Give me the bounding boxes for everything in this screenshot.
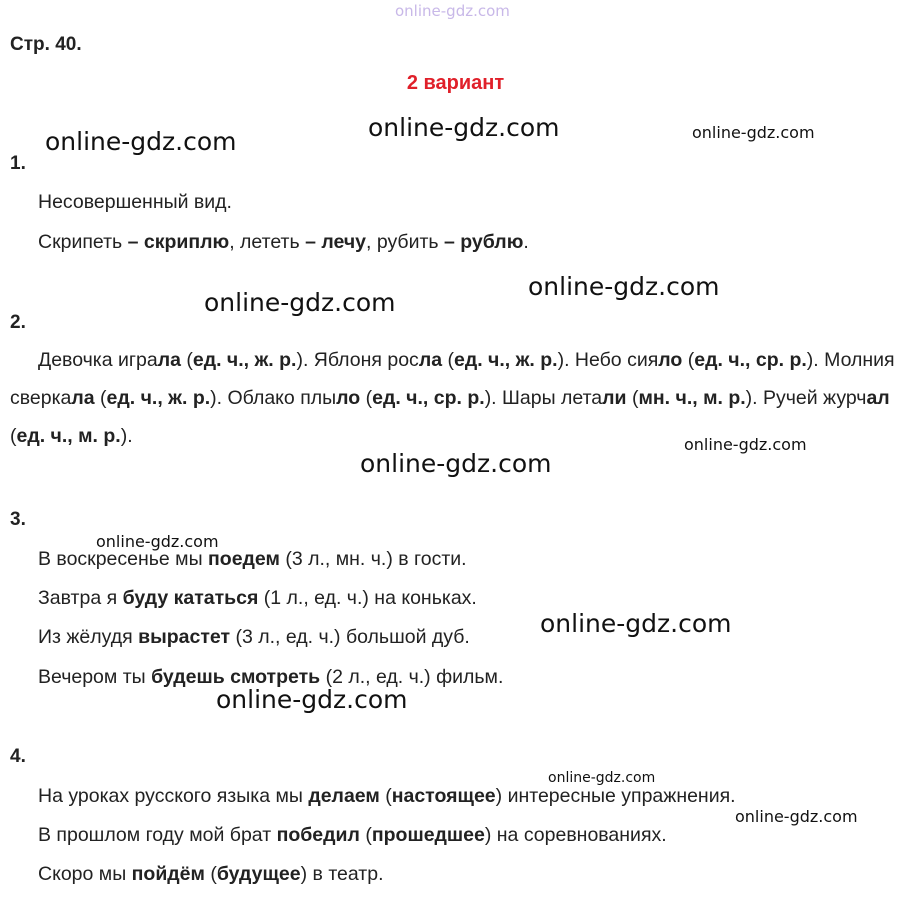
answer-highlight: – лечу xyxy=(305,231,366,253)
task-3-line-1: В воскресенье мы поедем (3 л., мн. ч.) в гости. xyxy=(38,548,467,570)
task-4-line-3: Скоро мы пойдём (будущее) в театр. xyxy=(38,863,384,885)
answer-highlight: – скриплю xyxy=(127,231,230,253)
watermark-top: online-gdz.com xyxy=(395,2,510,20)
answer-highlight: ла xyxy=(157,349,181,371)
answer-highlight: мн. ч., м. р. xyxy=(638,387,746,409)
task-2-number: 2. xyxy=(10,312,26,333)
answer-highlight: ед. ч., ж. р. xyxy=(453,349,558,371)
answer-highlight: ед. ч., ж. р. xyxy=(192,349,297,371)
answer-highlight: ед. ч., ср. р. xyxy=(372,387,485,409)
answer-highlight: ла xyxy=(71,387,95,409)
answer-highlight: ли xyxy=(602,387,627,409)
answer-highlight: настоящее xyxy=(391,785,496,807)
task-1-line-2: Скрипеть – скриплю, лететь – лечу, рубить – рублю. xyxy=(38,231,529,253)
watermark: online-gdz.com xyxy=(360,449,552,478)
answer-highlight: ло xyxy=(336,387,361,409)
answer-highlight: пойдём xyxy=(131,863,205,885)
watermark: online-gdz.com xyxy=(216,685,408,714)
answer-highlight: поедем xyxy=(208,548,280,570)
answer-highlight: победил xyxy=(276,824,360,846)
answer-highlight: ед. ч., ср. р. xyxy=(694,349,807,371)
answer-highlight: ло xyxy=(658,349,683,371)
task-3-line-2: Завтра я буду кататься (1 л., ед. ч.) на коньках. xyxy=(38,587,477,609)
task-4-number: 4. xyxy=(10,746,26,767)
watermark: online-gdz.com xyxy=(548,770,656,786)
page-label: Стр. 40. xyxy=(10,34,82,55)
answer-highlight: делаем xyxy=(308,785,380,807)
answer-highlight: вырастет xyxy=(138,626,231,648)
watermark: online-gdz.com xyxy=(96,532,219,551)
watermark: online-gdz.com xyxy=(528,272,720,301)
answer-highlight: ед. ч., м. р. xyxy=(16,425,121,447)
watermark: online-gdz.com xyxy=(45,127,237,156)
answer-highlight: – рублю xyxy=(443,231,524,253)
watermark: online-gdz.com xyxy=(540,609,732,638)
answer-highlight: буду кататься xyxy=(122,587,259,609)
watermark: online-gdz.com xyxy=(735,807,858,826)
task-1-number: 1. xyxy=(10,153,26,174)
watermark: online-gdz.com xyxy=(684,435,807,454)
task-3-line-3: Из жёлудя вырастет (3 л., ед. ч.) большой дуб. xyxy=(38,626,470,648)
answer-highlight: ал xyxy=(866,387,890,409)
watermark: online-gdz.com xyxy=(204,288,396,317)
answer-highlight: ла xyxy=(418,349,443,371)
task-4-line-2: В прошлом году мой брат победил (прошедшее) на соревнованиях. xyxy=(38,824,667,846)
task-2-paragraph: Девочка играла (ед. ч., ж. р.). Яблоня росла (ед. ч., ж. р.). Небо сияло (ед. ч., ср. р.). Молния сверкала (ед. ч., ж. р.). Облако плыло (ед. ч., ср. р.). Шары летали (мн. ч., м. р.). Ручей журчал (ед. ч., м. р.). xyxy=(10,349,895,447)
task-3-number: 3. xyxy=(10,509,26,530)
task-4-line-1: На уроках русского языка мы делаем (настоящее) интересные упражнения. xyxy=(38,785,736,807)
task-1-line-1: Несовершенный вид. xyxy=(38,191,232,213)
watermark: online-gdz.com xyxy=(368,113,560,142)
answer-highlight: ед. ч., ж. р. xyxy=(106,387,211,409)
variant-title: 2 вариант xyxy=(406,72,505,94)
answer-highlight: будешь смотреть xyxy=(151,666,321,688)
task-3-line-4: Вечером ты будешь смотреть (2 л., ед. ч.) фильм. xyxy=(38,666,504,688)
answer-highlight: прошедшее xyxy=(371,824,485,846)
watermark: online-gdz.com xyxy=(692,123,815,142)
answer-highlight: будущее xyxy=(216,863,301,885)
